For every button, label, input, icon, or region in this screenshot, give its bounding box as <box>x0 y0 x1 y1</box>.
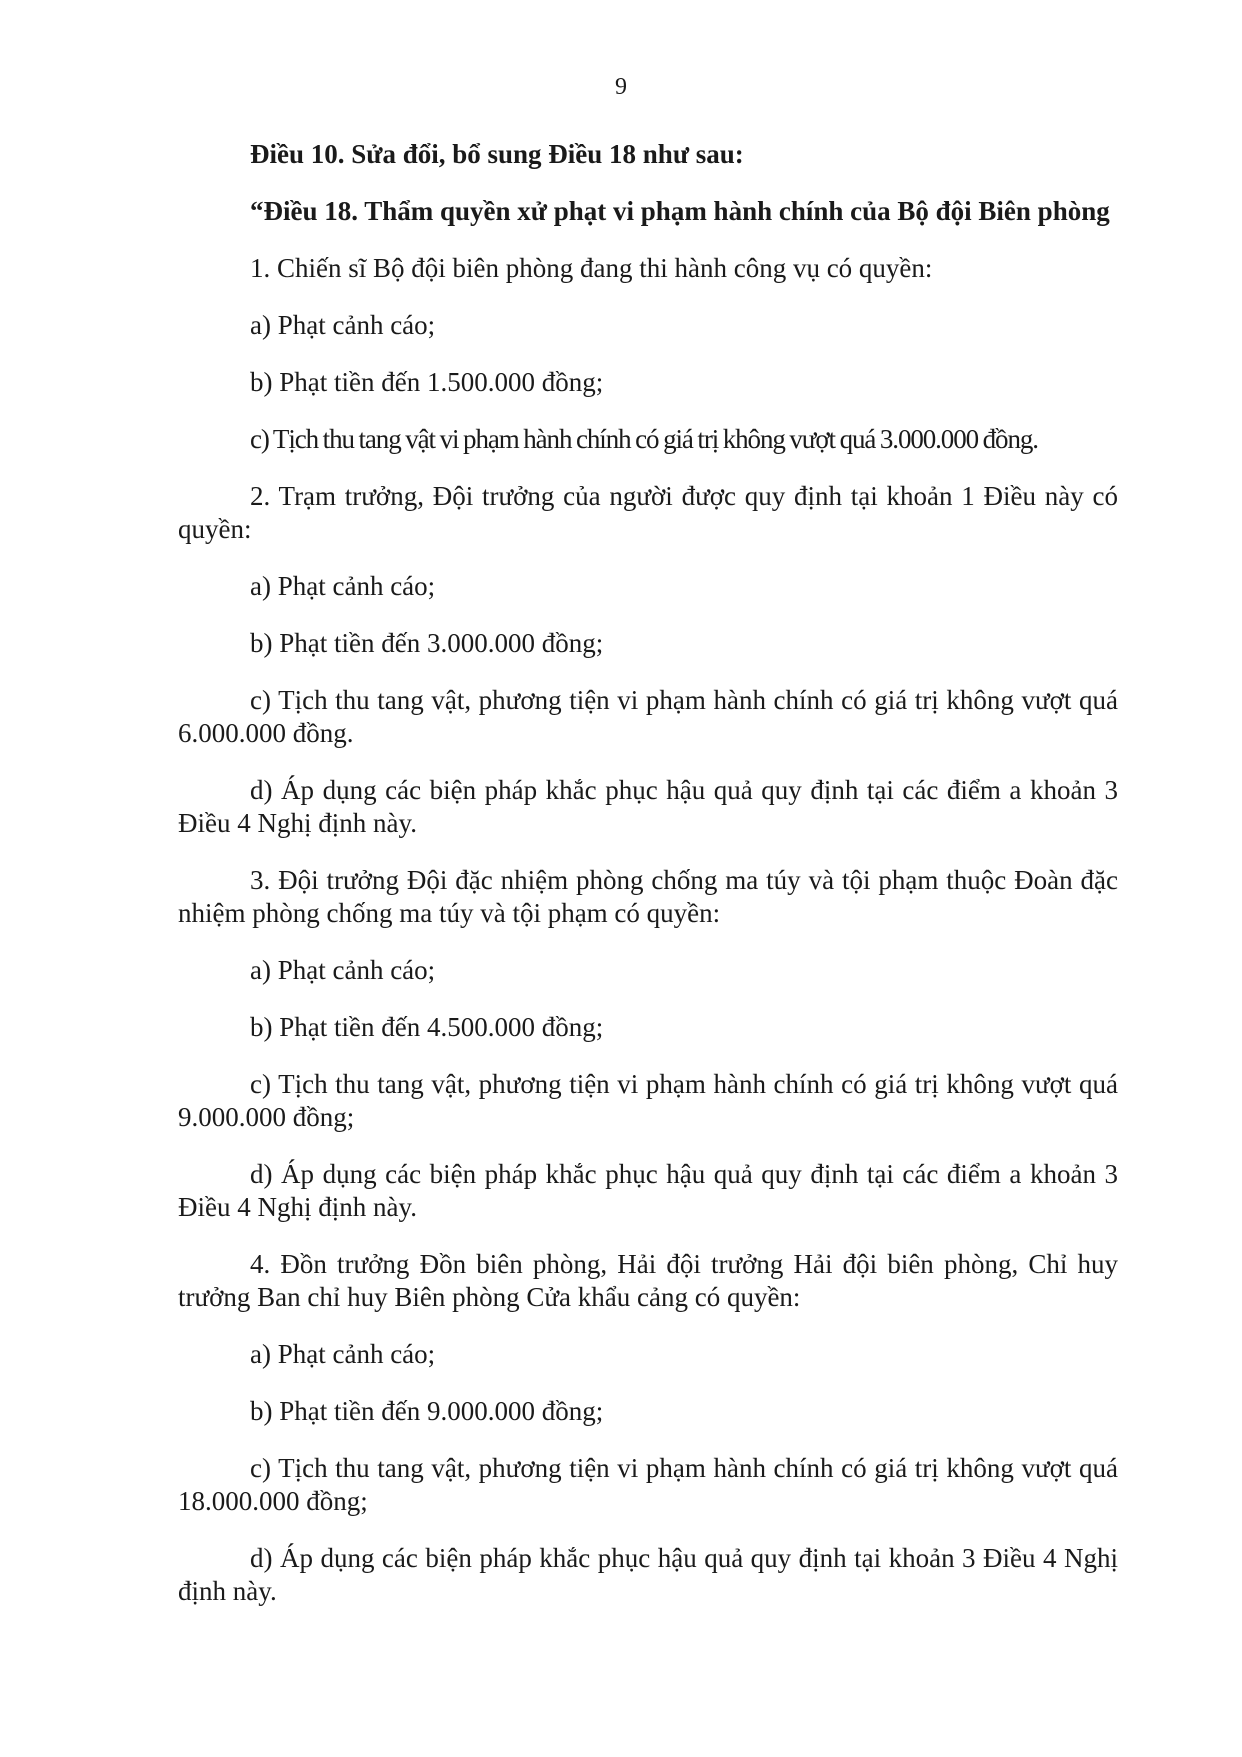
clause-2-item-a: a) Phạt cảnh cáo; <box>250 571 436 601</box>
clause-2-intro: 2. Trạm trưởng, Đội trưởng của người được quy định tại khoản 1 Điều này có quyền: <box>178 481 1118 544</box>
clause-4-item-b: b) Phạt tiền đến 9.000.000 đồng; <box>250 1396 604 1426</box>
clause-3-intro: 3. Đội trưởng Đội đặc nhiệm phòng chống ma túy và tội phạm thuộc Đoàn đặc nhiệm phòng chống ma túy và tội phạm có quyền: <box>178 865 1118 928</box>
document-body <box>178 138 1118 1608</box>
clause-2-item-b: b) Phạt tiền đến 3.000.000 đồng; <box>250 628 604 658</box>
clause-3-item-a: a) Phạt cảnh cáo; <box>250 955 436 985</box>
clause-4-item-d: d) Áp dụng các biện pháp khắc phục hậu quả quy định tại khoản 3 Điều 4 Nghị định này. <box>178 1543 1118 1606</box>
clause-3-item-b: b) Phạt tiền đến 4.500.000 đồng; <box>250 1012 604 1042</box>
clause-4-item-a: a) Phạt cảnh cáo; <box>250 1339 436 1369</box>
clause-3-item-c: c) Tịch thu tang vật, phương tiện vi phạm hành chính có giá trị không vượt quá 9.000.000 đồng; <box>178 1069 1118 1132</box>
article-heading: Điều 10. Sửa đổi, bổ sung Điều 18 như sau: <box>250 139 744 169</box>
clause-1-item-a: a) Phạt cảnh cáo; <box>250 310 436 340</box>
clause-2-item-c: c) Tịch thu tang vật, phương tiện vi phạm hành chính có giá trị không vượt quá 6.000.000 đồng. <box>178 685 1118 748</box>
clause-1-intro: 1. Chiến sĩ Bộ đội biên phòng đang thi hành công vụ có quyền: <box>250 253 933 283</box>
clause-1-item-b: b) Phạt tiền đến 1.500.000 đồng; <box>250 367 604 397</box>
clause-3-item-d: d) Áp dụng các biện pháp khắc phục hậu quả quy định tại các điểm a khoản 3 Điều 4 Nghị định này. <box>178 1159 1118 1222</box>
clause-2-item-d: d) Áp dụng các biện pháp khắc phục hậu quả quy định tại các điểm a khoản 3 Điều 4 Nghị định này. <box>178 775 1118 838</box>
clause-4-item-c: c) Tịch thu tang vật, phương tiện vi phạm hành chính có giá trị không vượt quá 18.000.000 đồng; <box>178 1453 1118 1516</box>
section-heading: “Điều 18. Thẩm quyền xử phạt vi phạm hành chính của Bộ đội Biên phòng <box>250 196 1110 226</box>
clause-1-item-c: c) Tịch thu tang vật vi phạm hành chính có giá trị không vượt quá 3.000.000 đồng. <box>250 424 1038 454</box>
clause-4-intro: 4. Đồn trưởng Đồn biên phòng, Hải đội trưởng Hải đội biên phòng, Chỉ huy trưởng Ban chỉ huy Biên phòng Cửa khẩu cảng có quyền: <box>178 1249 1118 1312</box>
page-number: 9 <box>615 74 627 100</box>
